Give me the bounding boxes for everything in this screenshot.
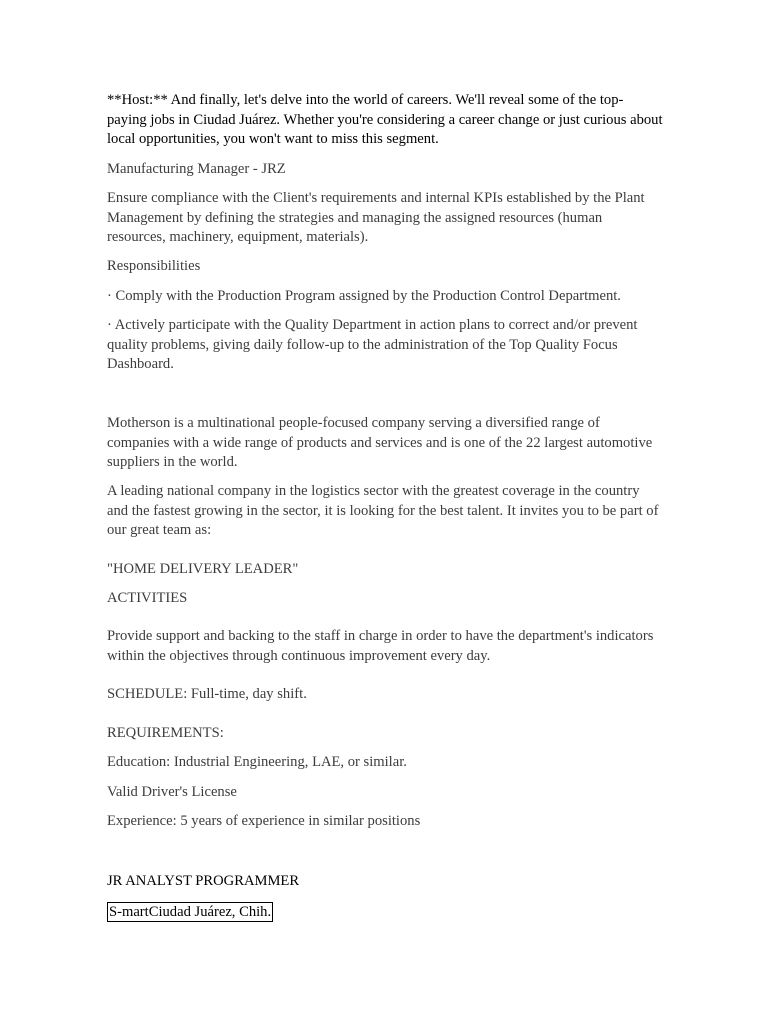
activities-heading: ACTIVITIES bbox=[107, 590, 188, 606]
company-intro-paragraph: A leading national company in the logistics sector with the greatest coverage in the country and the fastest growing in the sector, it is looking for the best talent. It invites you to be part of our great team as: bbox=[107, 483, 659, 539]
activities-paragraph: Provide support and backing to the staff in charge in order to have the department's indicators within the objectives through continuous improvement every day. bbox=[107, 628, 654, 664]
responsibilities-heading: Responsibilities bbox=[107, 258, 201, 274]
schedule-line: SCHEDULE: Full-time, day shift. bbox=[107, 686, 307, 702]
experience-requirement: Experience: 5 years of experience in similar positions bbox=[107, 813, 421, 829]
host-intro-paragraph: **Host:** And finally, let's delve into the world of careers. We'll reveal some of the top-paying jobs in Ciudad Juárez. Whether you're considering a career change or just curious about local opportunities, you won't want to miss this segment. bbox=[107, 92, 663, 148]
company-location-line bbox=[107, 902, 663, 923]
job-title-home-delivery-leader: "HOME DELIVERY LEADER" bbox=[107, 561, 299, 577]
responsibility-item: · Comply with the Production Program assigned by the Production Control Department. bbox=[107, 288, 621, 304]
job-description-manufacturing-manager: Ensure compliance with the Client's requirements and internal KPIs established by the Plant Management by defining the strategies and managing the assigned resources (human resources, machinery, equipment, materials). bbox=[107, 190, 645, 246]
education-requirement: Education: Industrial Engineering, LAE, or similar. bbox=[107, 754, 407, 770]
job-title-jr-analyst-programmer: JR ANALYST PROGRAMMER bbox=[107, 873, 300, 889]
requirements-heading: REQUIREMENTS: bbox=[107, 725, 224, 741]
job-title-manufacturing-manager: Manufacturing Manager - JRZ bbox=[107, 161, 286, 177]
license-requirement: Valid Driver's License bbox=[107, 784, 237, 800]
company-about-paragraph: Motherson is a multinational people-focused company serving a diversified range of companies with a wide range of products and services and is one of the 22 largest automotive suppliers in the world. bbox=[107, 415, 653, 471]
responsibility-item: · Actively participate with the Quality Department in action plans to correct and/or prevent quality problems, giving daily follow-up to the administration of the Top Quality Focus Dashboard. bbox=[107, 317, 638, 373]
company-location-box: S-martCiudad Juárez, Chih. bbox=[109, 904, 272, 920]
